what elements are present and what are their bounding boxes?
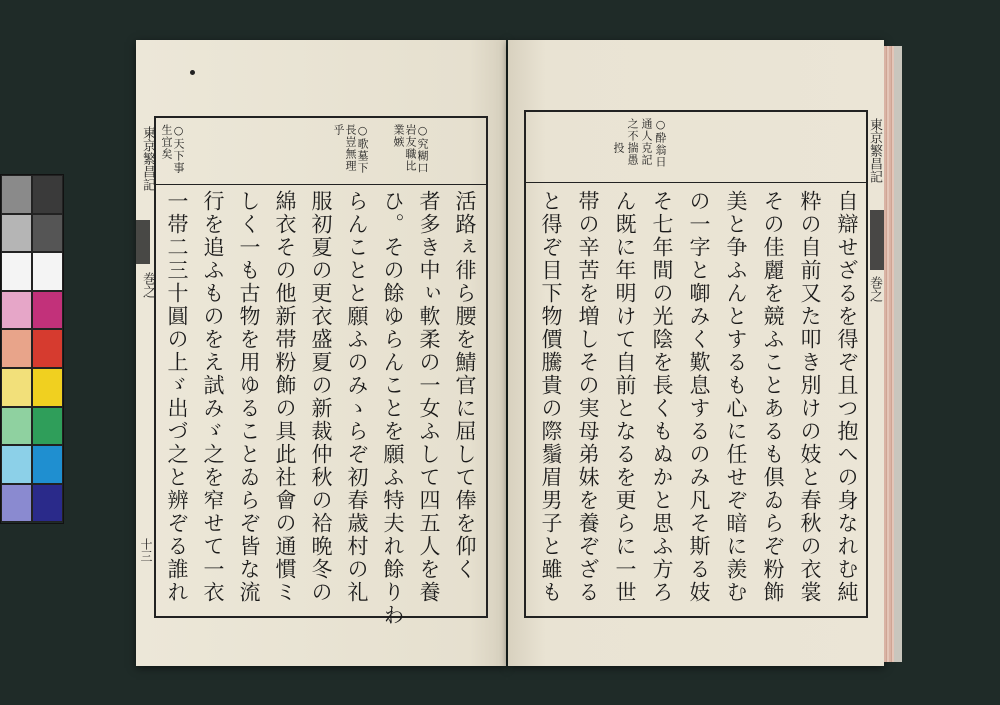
left-headnote: ○究糊口 [416,124,429,174]
right-headnote-band [526,112,866,183]
right-text-frame [524,110,868,618]
color-patch [1,484,32,523]
left-headnote: 乎 [332,124,345,136]
color-patch [1,175,32,214]
text-column: の一字と啣みく歎息するのみ凡そ斯る妓 [687,190,711,604]
text-column: 帯の辛苦を増しその実母弟妹を養ぞざる [576,190,600,604]
color-patch [1,214,32,253]
left-headnote: ○歌墓下 [356,124,369,174]
text-column: 綿衣その他新帯粉飾の具此社會の通慣ミ [273,190,297,604]
right-headnote: 之不揣愚 [626,118,639,166]
text-column: その佳麗を競ふことあるも倶ゐらぞ粉飾 [761,190,785,604]
color-patch [1,445,32,484]
color-patch [1,368,32,407]
color-checker-card [0,174,64,524]
right-headnote: 通人克記 [640,118,653,166]
text-column: 者多き中ぃ軟柔の一女ふして四五人を養 [417,190,441,604]
text-column: そ七年間の光陰を長くもぬかと思ふ方ろ [650,190,674,604]
left-text-frame [154,116,488,627]
color-patch [32,291,63,330]
left-page [136,40,506,666]
color-patch [32,368,63,407]
text-column: 服初夏の更衣盛夏の新裁仲秋の袷晩冬の [309,190,333,604]
left-headnote: 長豈無理 [344,124,357,172]
running-title: 東京繁昌記 [140,126,155,191]
right-headnote: 投 [612,142,625,154]
right-page [508,40,884,666]
text-column: 活路ぇ徘ら腰を鯖官に屈して俸を仰く [453,190,477,581]
left-headnote: 岩友職比 [404,124,417,172]
color-patch [1,291,32,330]
open-book [136,40,902,668]
running-title: 東京繁昌記 [867,118,882,183]
right-headnote: ○酔翁日 [654,118,667,168]
page-edges [884,46,902,662]
color-patch [32,252,63,291]
text-column: ん既に年明けて自前となるを更らに一世 [613,190,637,604]
left-headnote: ○天下事 [172,124,185,174]
text-column: と得ぞ目下物價騰貴の際鬚眉男子と雖も [539,190,563,604]
left-headnote: 生宜矣 [160,124,173,160]
color-patch [32,329,63,368]
color-patch [32,175,63,214]
page-dot [190,70,195,75]
color-patch [32,445,63,484]
color-patch [1,407,32,446]
text-column: 一帯二三十圓の上ゞ出づ之と辨ぞる誰れ [165,190,189,604]
left-headnote-band [156,118,486,185]
volume-label: 巻之 [140,272,155,298]
text-column: 粋の自前又た叩き別けの妓と春秋の衣裳 [798,190,822,604]
color-patch [1,252,32,291]
title-block [136,220,150,264]
text-column: 自辯せざるを得ぞ且つ抱への身なれむ純 [835,190,859,604]
color-patch [32,214,63,253]
text-column: ひ。その餘ゆらんことを願ふ特夫れ餘りわ [381,190,405,627]
left-headnote: 業嫉 [392,124,405,148]
color-patch [32,484,63,523]
volume-label: 巻之 [867,276,882,302]
folio-number: 十三 [139,538,153,562]
text-column: しく一も古物を用ゆることゐらぞ皆な流 [237,190,261,604]
text-column: 美と争ふんとするも心に任せぞ暗に羨む [724,190,748,604]
color-patch [32,407,63,446]
color-patch [1,329,32,368]
title-block [870,210,884,270]
text-column: らんことと願ふのみゝらぞ初春歳村の礼 [345,190,369,604]
text-column: 行を追ふものをえ試みゞ之を窄せて一衣 [201,190,225,604]
